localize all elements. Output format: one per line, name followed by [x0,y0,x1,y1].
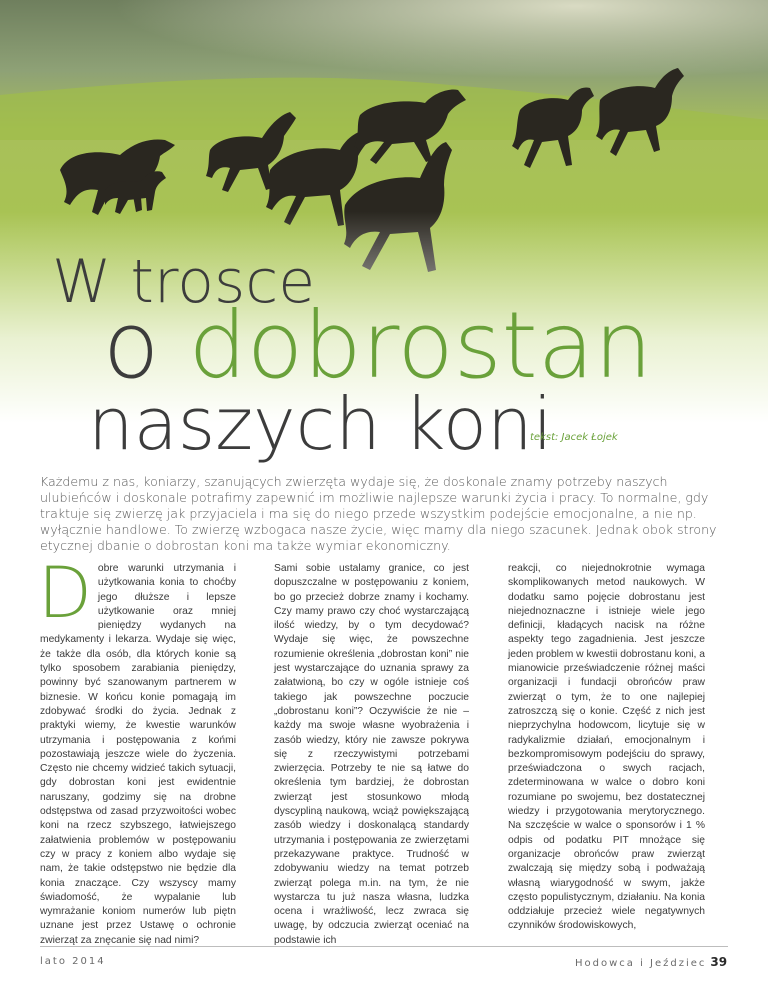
footer-magazine [575,955,727,969]
article-column-3: reakcji, co niejednokrotnie wymaga skomplikowanych metod naukowych. W dodatku samo pojęcie dobrostanu jest niejednoznaczne i istnieje wiele jego definicji, kładących nacisk na różne aspekty tego zagadnienia. Jest jeszcze jeden problem w kwestii dobrostanu koni, a mianowicie przeświadczenie różnej maści organizacji i fundacji obrońców praw zwierząt o tym, że to one najlepiej zatroszczą się o konie. Część z nich jest nieprzychylna hodowcom, licytuje się w radykalizmie działań, emocjonalnym i bezkompromisowym podejściu do sprawy, przeświadczona o swych racjach, zdeterminowana w walce o dobro koni rozumiane po swojemu, bez dostatecznej wiedzy i przygotowania merytorycznego. Na szczęście w walce o sponsorów i 1 % odpis od podatku PIT mnożące się organizacje obrońców praw zwierząt zwalczają się między sobą i podważają własną wiarygodność w swym, jakże często populistycznym, działaniu. Na konia oddziałuje przecież wiele negatywnych czynników środowiskowych, [508,563,705,932]
article-column-1 [38,552,236,948]
footer-rule [40,946,728,947]
drop-cap: D [38,552,92,634]
magazine-name: Hodowca i Jeździec [575,958,707,969]
title-line-3: naszych koni [88,382,553,466]
issue-label: lato 2014 [40,956,106,967]
column-1-text: obre warunki utrzymania i użytkowania konia to choćby jego dłuższe i lepsze użytkowanie oraz mniej pieniędzy wydanych na medykamenty i lekarza. Wydaje się więc, że także dla osób, dla których konie są tylko sposobem zarabiania pieniędzy, powinny być szanowanym partnerem w biznesie. W końcu konie pomagają im zdobywać środki do życia. Jednak z praktyki wiemy, że kwestie warunków utrzymania i postępowania z końmi pozostawiają jeszcze wiele do życzenia. Często nie chcemy widzieć takich sytuacji, gdy dobrostan koni jest ewidentnie naruszany, godzimy się na drobne odstępstwa od zasad przyzwoitości wobec koni na rzecz szybszego, łatwiejszego załatwienia problemów w postępowaniu czy w pracy z koniem albo wydaje się nam, że takie odstępstwo nie będzie dla konia znaczące. Czy wszyscy mamy świadomość, że wypalanie lub wymrażanie koniom numerów lub piętn uznane jest przez Ustawę o ochronie zwierząt za znęcanie się nad nimi? [40,563,236,946]
lead-paragraph: Każdemu z nas, koniarzy, szanujących zwierzęta wydaje się, że doskonale znamy potrzeby naszych ulubieńców i doskonale potrafimy zapewnić im możliwie najlepsze warunki życia i pracy. To normalne, gdy traktuje się zwierzę jak przyjaciela i ma się do niego przede wszystkim podejście emocjonalne, a nie np. wyłącznie handlowe. To zwierzę wzbogaca nasze życie, więc mamy dla niego szacunek. Jednak obok strony etycznej dbanie o dobrostan koni ma także wymiar ekonomiczny. [40,474,717,553]
title-accent-word: dobrostan [188,292,653,399]
title-line-2-prefix: o [103,292,189,399]
author-credit: tekst: Jacek Łojek [530,432,618,443]
article-column-2: Sami sobie ustalamy granice, co jest dopuszczalne w postępowaniu z koniem, bo go przecież dobrze znamy i kochamy. Czy mamy prawo czy choć wystarczającą ilość wiedzy, by o tym decydować? Wydaje się więc, że powszechne rozumienie określenia „dobrostan koni” nie jest wystarczające do uznania sprawy za załatwioną, bo czy w ogóle istnieje coś takiego jak powszechne poczucie „dobrostanu koni”? Oczywiście że nie – każdy ma swoje własne wyobrażenia i zasób wiedzy, który nie zawsze pokrywa się z rzeczywistymi potrzebami zwierzęcia. Potrzeby te nie są łatwe do określenia tym bardziej, że dobrostan zwierząt jest stosunkowo młodą dyscypliną naukową, wciąż powiększającą zasób wiedzy i doskonalącą standardy utrzymania i postępowania ze zwierzętami przekazywane praktyce. Trudność w zdobywaniu wiedzy na temat potrzeb zwierząt polega m.in. na tym, że nie wystarcza tu już nasza własna, ludzka ocena i wrażliwość, lecz zwraca się uwagę, by odczucia zwierząt oceniać na podstawie ich [274,563,469,946]
title-line-1: W trosce [52,247,316,317]
title-line-2 [103,292,653,399]
page-number: 39 [710,955,728,969]
